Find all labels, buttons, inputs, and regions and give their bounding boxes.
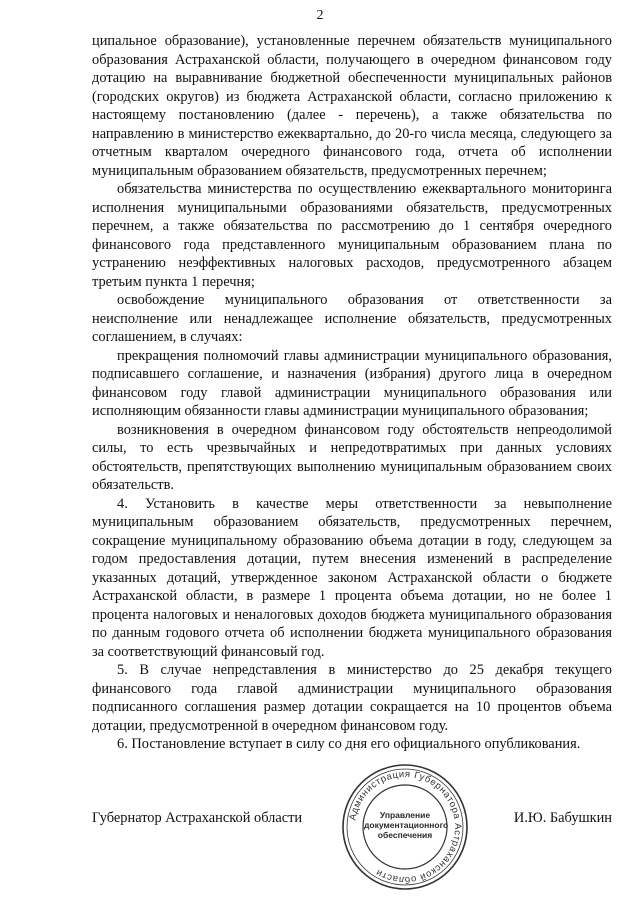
paragraph: 4. Установить в качестве меры ответственности за невыполнение муниципальным образованием обязательств, предусмотренных перечнем, сокращение муниципальному образованию объема дотации в году, следующем за годом предоставления дотации, путем внесения изменений в распределение указанных дотаций, утвержденное законом Астраханской области о бюджете Астраханской области, в размере 1 процента объема дотации, но не более 1 процента налоговых и неналоговых доходов бюджета муниципального образования по данным годового отчета об исполнении бюджета муниципального образования за соответствующий финансовый год. — [92, 495, 612, 660]
official-seal — [340, 762, 470, 892]
paragraph: обязательства министерства по осуществлению ежеквартального мониторинга исполнения муниципальными образованиями обязательств, предусмотренных перечнем, а также обязательства по рассмотрению до 1 сентября очередного финансового года представленного муниципальным образованием плана по устранению неэффективных налоговых расходов, предусмотренного абзацем третьим пункта 1 перечня; — [92, 181, 612, 290]
paragraph: освобождение муниципального образования от ответственности за неисполнение или ненадлежащее исполнение обязательств, предусмотренных соглашением, в случаях: — [92, 292, 612, 345]
paragraph: 6. Постановление вступает в силу со дня его официального опубликования. — [117, 736, 581, 752]
paragraph: 5. В случае непредставления в министерство до 25 декабря текущего финансового года главой администрации муниципального образования подписанного соглашения размер дотации сокращается на 10 процентов объема дотации, предусмотренной в очередном финансовом году. — [92, 662, 612, 734]
page-number: 2 — [316, 8, 324, 23]
seal-ring-text: Администрация Губернатора Астраханской области — [347, 768, 464, 886]
paragraph: возникновения в очередном финансовом году обстоятельств непреодолимой силы, то есть чрезвычайных и непредотвратимых при данных условиях обстоятельств, препятствующих выполнению муниципальным образованием своих обязательств. — [92, 421, 612, 493]
signatory-title: Губернатор Астраханской области — [92, 810, 303, 826]
seal-center-text — [364, 810, 449, 840]
body-text — [92, 32, 612, 754]
seal-center-line: обеспечения — [377, 830, 433, 840]
signatory-name: И.Ю. Бабушкин — [513, 810, 612, 826]
paragraph: ципальное образование), установленные перечнем обязательств муниципального образования Астраханской области, получающего в очередном финансовом году дотацию на выравнивание бюджетной обеспеченности муниципальных районов (городских округов) из бюджета Астраханской области, согласно приложению к настоящему постановлению (далее - перечень), а также обязательства по направлению в министерство ежеквартально, до 20-го числа месяца, следующего за отчетным кварталом очередного финансового года, отчета об исполнении муниципальным образованием обязательств, предусмотренных перечнем; — [92, 33, 612, 179]
seal-center-line: документационного — [364, 820, 449, 830]
paragraph: прекращения полномочий главы администрации муниципального образования, подписавшего соглашение, и назначения (избрания) другого лица в очередном финансовом году главой администрации муниципального образования или исполняющим обязанности главы администрации муниципального образования; — [92, 347, 612, 419]
seal-center-line: Управление — [379, 810, 431, 820]
